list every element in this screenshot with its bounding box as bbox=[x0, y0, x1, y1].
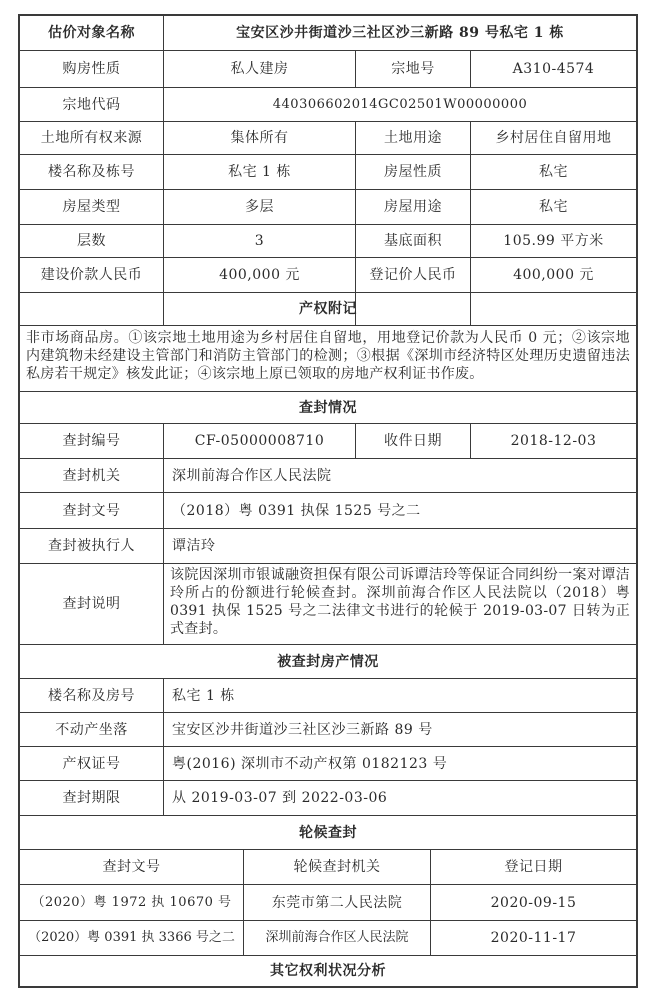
rotation-row-2-authority: 深圳前海合作区人民法院 bbox=[265, 930, 409, 945]
reg-price: 400,000 元 bbox=[513, 267, 594, 283]
base-area: 105.99 平方米 bbox=[503, 233, 604, 249]
seizure-no: CF-05000008710 bbox=[194, 433, 325, 449]
label-seized-building: 楼名称及房号 bbox=[48, 687, 135, 704]
building: 私宅 1 栋 bbox=[228, 164, 291, 180]
seizure-doc-no: （2018）粤 0391 执保 1525 号之二 bbox=[172, 502, 421, 519]
label-seizure-subject: 查封被执行人 bbox=[48, 538, 135, 554]
floors: 3 bbox=[254, 233, 265, 249]
rotation-header-doc-no: 查封文号 bbox=[102, 859, 161, 875]
rule bbox=[18, 325, 638, 326]
house-use: 私宅 bbox=[539, 199, 568, 215]
other-rights-title: 其它权利状况分析 bbox=[270, 963, 386, 979]
label-seizure-authority: 查封机关 bbox=[62, 467, 121, 484]
land-use: 乡村居住自留用地 bbox=[495, 130, 612, 146]
label-seizure-no: 查封编号 bbox=[62, 433, 121, 449]
label-house-use: 房屋用途 bbox=[384, 199, 442, 215]
rights-note-title: 产权附记 bbox=[299, 301, 357, 317]
rule bbox=[636, 14, 638, 988]
seized-building: 私宅 1 栋 bbox=[172, 687, 235, 704]
label-floors: 层数 bbox=[77, 233, 106, 249]
purchase-nature: 私人建房 bbox=[230, 61, 289, 77]
house-nature: 私宅 bbox=[539, 164, 568, 180]
label-received-date: 收件日期 bbox=[384, 433, 442, 449]
rotation-row-2-date: 2020-11-17 bbox=[490, 930, 577, 946]
rotation-header-date: 登记日期 bbox=[504, 859, 563, 875]
seizure-authority: 深圳前海合作区人民法院 bbox=[172, 467, 332, 484]
rotation-header-authority: 轮候查封机关 bbox=[293, 859, 381, 875]
label-house-type: 房屋类型 bbox=[62, 199, 121, 215]
rule bbox=[18, 986, 638, 988]
lot-no: A310-4574 bbox=[512, 61, 595, 77]
label-lot-no: 宗地号 bbox=[391, 61, 435, 77]
label-build-price: 建设价款人民币 bbox=[40, 267, 143, 283]
seizure-title: 查封情况 bbox=[299, 399, 357, 416]
cert-no: 粤(2016) 深圳市不动产权第 0182123 号 bbox=[172, 755, 448, 772]
label-location: 不动产坐落 bbox=[55, 721, 128, 738]
label-land-source: 土地所有权来源 bbox=[40, 130, 143, 146]
location: 宝安区沙井街道沙三社区沙三新路 89 号 bbox=[172, 721, 433, 738]
seized-property-title: 被查封房产情况 bbox=[277, 653, 379, 670]
rotation-title: 轮候查封 bbox=[299, 824, 357, 841]
label-seizure-desc: 查封说明 bbox=[62, 596, 121, 612]
label-building: 楼名称及栋号 bbox=[48, 164, 135, 180]
rotation-row-1-date: 2020-09-15 bbox=[490, 894, 577, 911]
rotation-row-1-authority: 东莞市第二人民法院 bbox=[271, 894, 403, 911]
label-land-use: 土地用途 bbox=[384, 130, 442, 146]
build-price: 400,000 元 bbox=[219, 267, 300, 283]
label-purchase-nature: 购房性质 bbox=[62, 61, 121, 77]
house-type: 多层 bbox=[245, 199, 274, 215]
label-base-area: 基底面积 bbox=[384, 233, 442, 249]
label-reg-price: 登记价人民币 bbox=[369, 267, 457, 283]
label-cert-no: 产权证号 bbox=[62, 755, 121, 772]
lot-code: 440306602014GC02501W00000000 bbox=[272, 96, 528, 112]
received-date: 2018-12-03 bbox=[510, 433, 597, 449]
rights-note-text: 非市场商品房。①该宗地土地用途为乡村居住自留地，用地登记价款为人民币 0 元；②该宗地内建筑物未经建设主管部门和消防主管部门的检测；③根据《深圳市经济特区处理历史遗留违法私房若干规定》核发此证；④该宗地上原已领取的房地产权利证书作废。 bbox=[26, 330, 630, 382]
rotation-row-2-doc-no: （2020）粤 0391 执 3366 号之二 bbox=[28, 930, 235, 945]
rotation-row-1-doc-no: （2020）粤 1972 执 10670 号 bbox=[31, 894, 232, 910]
seizure-subject: 谭洁玲 bbox=[172, 538, 216, 554]
land-source: 集体所有 bbox=[230, 130, 289, 146]
object-name: 宝安区沙井街道沙三社区沙三新路 89 号私宅 1 栋 bbox=[236, 25, 564, 41]
label-lot-code: 宗地代码 bbox=[62, 96, 121, 113]
seizure-desc: 该院因深圳市银诚融资担保有限公司诉谭洁玲等保证合同纠纷一案对谭洁玲所占的份额进行轮候查封。深圳前海合作区人民法院以（2018）粤 0391 执保 1525 号之二法律文书进行的轮候于 2019-03-07 日转为正式查封。 bbox=[170, 567, 630, 637]
label-object-name: 估价对象名称 bbox=[48, 25, 135, 41]
seizure-period: 从 2019-03-07 到 2022-03-06 bbox=[172, 790, 388, 806]
label-seizure-doc-no: 查封文号 bbox=[62, 502, 121, 519]
label-seizure-period: 查封期限 bbox=[62, 790, 121, 806]
label-house-nature: 房屋性质 bbox=[384, 164, 442, 180]
